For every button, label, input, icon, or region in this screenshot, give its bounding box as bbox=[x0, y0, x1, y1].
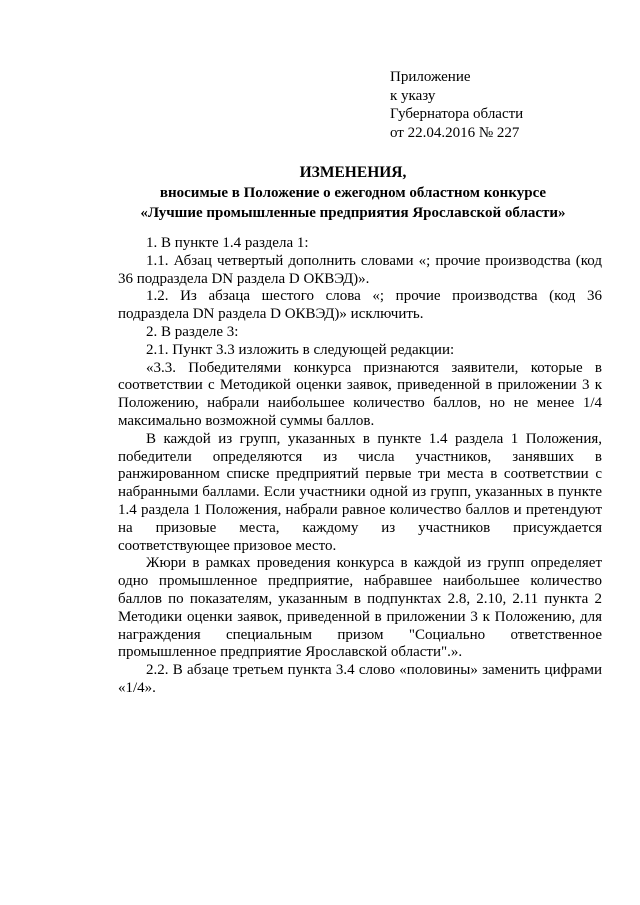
appendix-header bbox=[390, 68, 610, 142]
document-body bbox=[118, 235, 602, 698]
paragraph: 1. В пункте 1.4 раздела 1: bbox=[146, 235, 309, 251]
title-line-2: вносимые в Положение о ежегодном областном конкурсе bbox=[159, 185, 547, 201]
appendix-to-decree: к указу bbox=[390, 87, 436, 104]
appendix-date-number: от 22.04.2016 № 227 bbox=[390, 124, 520, 141]
paragraph: Жюри в рамках проведения конкурса в каждой из групп определяет одно промышленное предприятие, набравшее наибольшее количество баллов по показателям, указанным в подпунктах 2.8, 2.10, 2.11 пункта 2 Методики оценки заявок, приведенной в приложении 3 к Положению, для награждения специальным призом "Социально ответственное промышленное предприятие Ярославской области".». bbox=[118, 555, 602, 661]
paragraph: 2.2. В абзаце третьем пункта 3.4 слово «половины» заменить цифрами «1/4». bbox=[118, 662, 602, 696]
paragraph: «3.3. Победителями конкурса признаются заявители, которые в соответствии с Методикой оценки заявок, приведенной в приложении 3 к Положению, набрали наибольшее количество баллов, но не менее 1/4 максимально возможной суммы баллов. bbox=[118, 359, 602, 429]
paragraph: В каждой из групп, указанных в пункте 1.4 раздела 1 Положения, победители определяются из числа участников, занявших в ранжированном списке предприятий первые три места в соответствии с набранными баллами. Если участники одной из групп, указанных в пункте 1.4 раздела 1 Положения, набрали равное количество баллов и претендуют на призовые места, каждому из участников присуждается соответствующее призовое место. bbox=[118, 430, 602, 554]
document-title bbox=[118, 163, 588, 223]
title-line-1: ИЗМЕНЕНИЯ, bbox=[299, 164, 407, 181]
paragraph: 1.2. Из абзаца шестого слова «; прочие производства (код 36 подраздела DN раздела D ОКВЭД)» исключить. bbox=[118, 288, 602, 323]
paragraph: 2. В разделе 3: bbox=[146, 323, 239, 340]
title-line-3: «Лучшие промышленные предприятия Ярославской области» bbox=[140, 205, 566, 221]
appendix-label: Приложение bbox=[390, 69, 471, 85]
appendix-governor: Губернатора области bbox=[390, 106, 524, 122]
paragraph: 2.1. Пункт 3.3 изложить в следующей редакции: bbox=[146, 341, 455, 358]
paragraph: 1.1. Абзац четвертый дополнить словами «; прочие производства (код 36 подраздела DN раздела D ОКВЭД)». bbox=[118, 252, 602, 287]
